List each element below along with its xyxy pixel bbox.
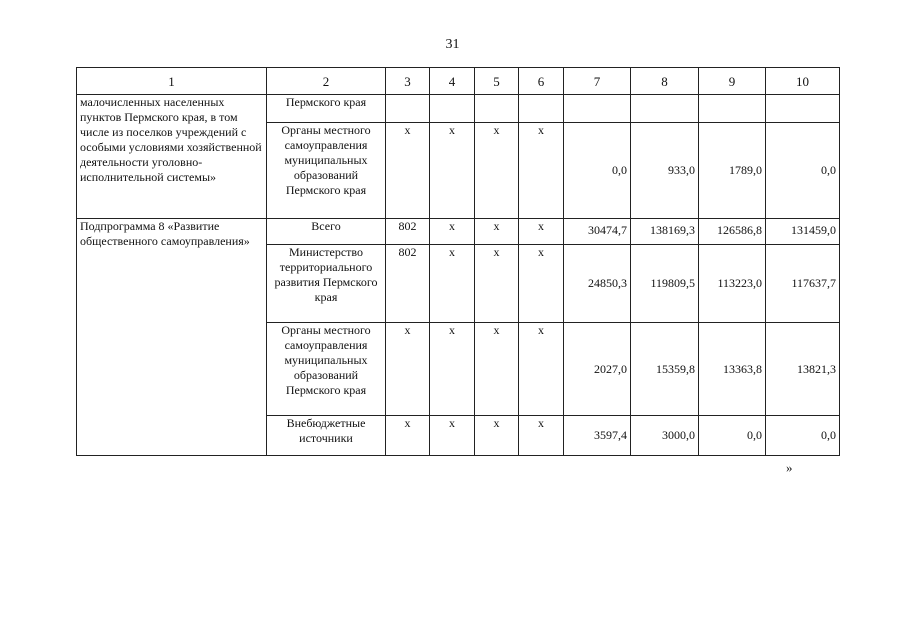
empty-cell xyxy=(766,95,840,123)
amount-cell: 13363,8 xyxy=(699,323,766,416)
header-cell: 5 xyxy=(475,68,519,95)
code-cell: х xyxy=(519,323,564,416)
budget-table xyxy=(76,67,840,456)
header-cell: 4 xyxy=(430,68,475,95)
amount-cell: 0,0 xyxy=(699,416,766,456)
amount-cell: 138169,3 xyxy=(631,219,699,245)
header-cell: 7 xyxy=(564,68,631,95)
header-cell: 1 xyxy=(77,68,267,95)
amount-cell: 131459,0 xyxy=(766,219,840,245)
amount-cell: 24850,3 xyxy=(564,245,631,323)
header-cell: 10 xyxy=(766,68,840,95)
code-cell: х xyxy=(475,219,519,245)
code-cell: 802 xyxy=(386,245,430,323)
code-cell: х xyxy=(519,416,564,456)
code-cell: х xyxy=(475,416,519,456)
source-cell: Министерство территориального развития Пермского края xyxy=(267,245,386,323)
amount-cell: 3000,0 xyxy=(631,416,699,456)
code-cell: х xyxy=(430,245,475,323)
amount-cell: 119809,5 xyxy=(631,245,699,323)
header-cell: 8 xyxy=(631,68,699,95)
source-cell: Органы местного самоуправления муниципальных образований Пермского края xyxy=(267,123,386,219)
code-cell: 802 xyxy=(386,219,430,245)
amount-cell: 117637,7 xyxy=(766,245,840,323)
empty-cell xyxy=(699,95,766,123)
amount-cell: 2027,0 xyxy=(564,323,631,416)
empty-cell xyxy=(519,95,564,123)
code-cell: х xyxy=(519,219,564,245)
code-cell: х xyxy=(430,219,475,245)
amount-cell: 0,0 xyxy=(564,123,631,219)
empty-cell xyxy=(386,95,430,123)
amount-cell: 30474,7 xyxy=(564,219,631,245)
header-cell: 9 xyxy=(699,68,766,95)
source-cell: Органы местного самоуправления муниципальных образований Пермского края xyxy=(267,323,386,416)
code-cell: х xyxy=(475,245,519,323)
header-cell: 3 xyxy=(386,68,430,95)
header-cell: 6 xyxy=(519,68,564,95)
code-cell: х xyxy=(519,123,564,219)
empty-cell xyxy=(631,95,699,123)
closing-quote-mark: » xyxy=(786,460,793,475)
code-cell: х xyxy=(430,416,475,456)
amount-cell: 0,0 xyxy=(766,416,840,456)
code-cell: х xyxy=(386,416,430,456)
program-name-cell: малочисленных населенных пунктов Пермского края, в том числе из поселков учреждений с особыми условиями хозяйственной деятельности уголовно-исполнительной системы» xyxy=(77,95,267,219)
code-cell: х xyxy=(386,123,430,219)
table-row xyxy=(77,95,840,123)
header-cell: 2 xyxy=(267,68,386,95)
empty-cell xyxy=(430,95,475,123)
code-cell: х xyxy=(386,323,430,416)
source-cell: Всего xyxy=(267,219,386,245)
amount-cell: 13821,3 xyxy=(766,323,840,416)
amount-cell: 1789,0 xyxy=(699,123,766,219)
amount-cell: 933,0 xyxy=(631,123,699,219)
empty-cell xyxy=(564,95,631,123)
amount-cell: 3597,4 xyxy=(564,416,631,456)
table-row xyxy=(77,219,840,245)
code-cell: х xyxy=(475,123,519,219)
code-cell: х xyxy=(475,323,519,416)
amount-cell: 0,0 xyxy=(766,123,840,219)
source-cell: Пермского края xyxy=(267,95,386,123)
amount-cell: 15359,8 xyxy=(631,323,699,416)
header-row xyxy=(77,68,840,95)
amount-cell: 113223,0 xyxy=(699,245,766,323)
code-cell: х xyxy=(519,245,564,323)
page-number: 31 xyxy=(445,37,460,52)
source-cell: Внебюджетные источники xyxy=(267,416,386,456)
code-cell: х xyxy=(430,323,475,416)
empty-cell xyxy=(475,95,519,123)
amount-cell: 126586,8 xyxy=(699,219,766,245)
program-name-cell: Подпрограмма 8 «Развитие общественного самоуправления» xyxy=(77,219,267,456)
code-cell: х xyxy=(430,123,475,219)
